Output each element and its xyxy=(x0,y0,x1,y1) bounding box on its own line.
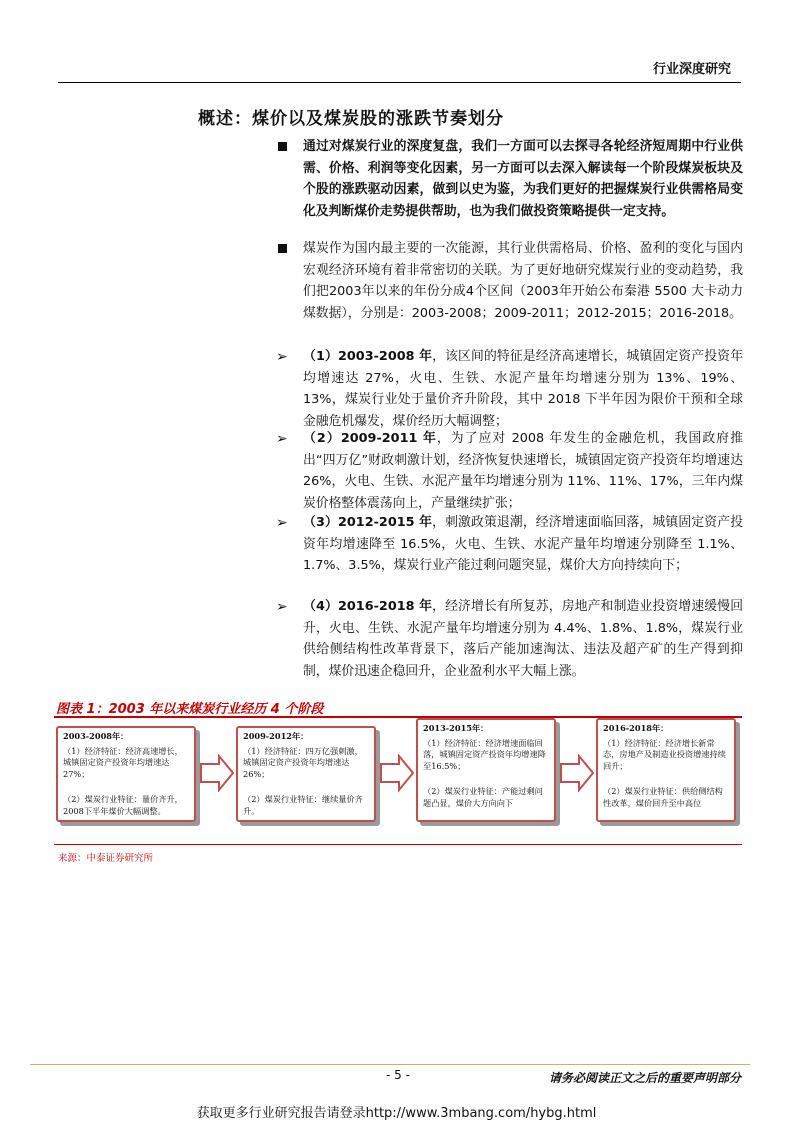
figure-source: 来源：中泰证券研究所 xyxy=(58,853,154,864)
stage-line: 态，房地产及制造业投资增速持续 xyxy=(603,749,726,759)
period-item xyxy=(276,596,744,684)
overview-text: 煤炭作为国内最主要的一次能源，其行业供需格局、价格、盈利的变化与国内宏观经济环境有着非常密切的关联。为了更好地研究煤炭行业的变动趋势，我们把2003年以来的年份分成4个区间（2003年开始公布秦港 5500 大卡动力煤数据），分别是：2003-2008；2009-2011；2012-2015；2016-2018。 xyxy=(303,241,743,321)
period-lead: （3）2012-2015 年 xyxy=(303,515,433,530)
period-lead: （1）2003-2008 年 xyxy=(303,349,433,364)
arrow-bullet-icon: ➢ xyxy=(276,431,288,447)
period-text xyxy=(303,512,743,577)
overview-paragraph xyxy=(276,238,744,348)
period-lead: （2）2009-2011 年 xyxy=(303,431,437,446)
period-text xyxy=(303,428,743,514)
period-body: ，经济增长有所复苏，房地产和制造业投资增速缓慢回升，火电、生铁、水泥产量年均增速分别为 4.4%、1.8%、1.8%，煤炭行业供给侧结构性改革背景下，落后产能加速淘汰、违法及超产矿的生产得到抑制，煤价迅速企稳回升，企业盈利水平大幅上涨。 xyxy=(303,599,744,679)
stage-line: 城镇固定资产投资年均增速达 xyxy=(63,757,170,767)
period-item xyxy=(276,512,744,600)
period-text xyxy=(303,346,743,432)
stage-line: （2）煤炭行业特征：供给侧结构 xyxy=(603,786,723,796)
period-item xyxy=(276,428,744,516)
stage-line: 至16.5%； xyxy=(423,760,466,771)
figure-title-bar xyxy=(54,698,742,718)
stage-line: （1）经济特征：经济增长新常 xyxy=(603,737,715,748)
period-body: ，该区间的特征是经济高速增长，城镇固定资产投资年均增速达 27%，火电、生铁、水泥产量年均增速分别为 13%、19%、13%，煤炭行业处于量价齐升阶段，其中 2018 下半年因为限价干预和全球金融危机爆发，煤价经历大幅调整； xyxy=(303,349,744,429)
period-lead: （4）2016-2018 年 xyxy=(303,599,433,614)
period-body: ，为了应对 2008 年发生的金融危机，我国政府推出“四万亿”财政刺激计划，经济恢复快速增长，城镇固定资产投资年均增速达 26%，火电、生铁、水泥产量年均增速分别为 11%、11%、17%，三年内煤炭价格整体震荡向上，产量继续扩张； xyxy=(303,431,744,511)
square-bullet-icon xyxy=(278,142,287,151)
flow-arrow-icon xyxy=(560,754,594,792)
square-bullet-icon xyxy=(278,244,287,253)
intro-text: 通过对煤炭行业的深度复盘，我们一方面可以去探寻各轮经济短周期中行业供需、价格、利润等变化因素，另一方面可以去深入解读每一个阶段煤炭板块及个股的涨跌驱动因素，做到以史为鉴，为我们更好的把握煤炭行业供需格局变化及判断煤价走势提供帮助，也为我们做投资策略提供一定支持。 xyxy=(303,139,743,219)
header-divider xyxy=(58,82,741,83)
stage-box-2013-2015 xyxy=(416,718,556,822)
flow-arrow-icon xyxy=(200,754,234,792)
stage-line: （1）经济特征：经济高速增长， xyxy=(63,745,183,756)
page-number: - 5 - xyxy=(386,1068,410,1082)
stage-line: （2）煤炭行业特征：量价齐升， xyxy=(63,794,183,804)
section-heading: 概述：煤价以及煤炭股的涨跌节奏划分 xyxy=(198,109,504,129)
figure-bottom-divider xyxy=(54,844,742,845)
stage-box-2009-2012 xyxy=(236,726,376,822)
stage-flow-diagram xyxy=(54,716,742,832)
stage-line: 27%； xyxy=(63,768,90,779)
stage-line: （2）煤炭行业特征：产能过剩问 xyxy=(423,786,543,796)
intro-paragraph xyxy=(276,136,744,246)
report-type-label: 行业深度研究 xyxy=(652,62,731,77)
stage-line: （2）煤炭行业特征：继续量价齐 xyxy=(243,794,363,804)
stage-line: 回升； xyxy=(603,760,628,771)
stage-line: （1）经济特征：四万亿强刺激， xyxy=(243,745,363,756)
stage-line: 升。 xyxy=(243,805,260,816)
stage-line: （1）经济特征：经济增速面临回 xyxy=(423,737,543,748)
period-item xyxy=(276,346,744,434)
stage-box-2003-2008 xyxy=(56,726,196,822)
stage-line: 城镇固定资产投资年均增速达 xyxy=(243,757,350,767)
stage-heading: 2013-2015年： xyxy=(423,723,489,733)
arrow-bullet-icon: ➢ xyxy=(276,515,288,531)
flow-arrow-icon xyxy=(380,754,414,792)
stage-line: 2008下半年煤价大幅调整。 xyxy=(63,805,166,816)
stage-line: 26%； xyxy=(243,768,270,779)
arrow-bullet-icon: ➢ xyxy=(276,349,288,365)
stage-line: 题凸显，煤价大方向向下 xyxy=(423,797,514,808)
stage-line: 性改革，煤价回升至中高位 xyxy=(603,797,702,808)
stage-heading: 2016-2018年： xyxy=(603,723,669,733)
figure-title: 图表 1：2003 年以来煤炭行业经历 4 个阶段 xyxy=(56,702,324,717)
period-body: ，刺激政策退潮，经济增速面临回落，城镇固定资产投资年均增速降至 16.5%，火电、生铁、水泥产量年均增速分别降至 1.1%、1.7%、3.5%，煤炭行业产能过剩问题突显，煤价大方向持续向下； xyxy=(303,515,744,574)
arrow-bullet-icon: ➢ xyxy=(276,599,288,615)
promo-link-text[interactable]: 获取更多行业研究报告请登录http://www.3mbang.com/hybg.html xyxy=(196,1106,597,1121)
stage-box-2016-2018 xyxy=(596,718,736,822)
stage-heading: 2003-2008年： xyxy=(63,731,129,741)
stage-heading: 2009-2012年： xyxy=(243,731,309,741)
disclaimer-note: 请务必阅读正文之后的重要声明部分 xyxy=(548,1071,741,1085)
footer-divider xyxy=(30,1064,750,1065)
stage-line: 落，城镇固定资产投资年均增速降 xyxy=(423,749,546,759)
period-text xyxy=(303,596,743,682)
